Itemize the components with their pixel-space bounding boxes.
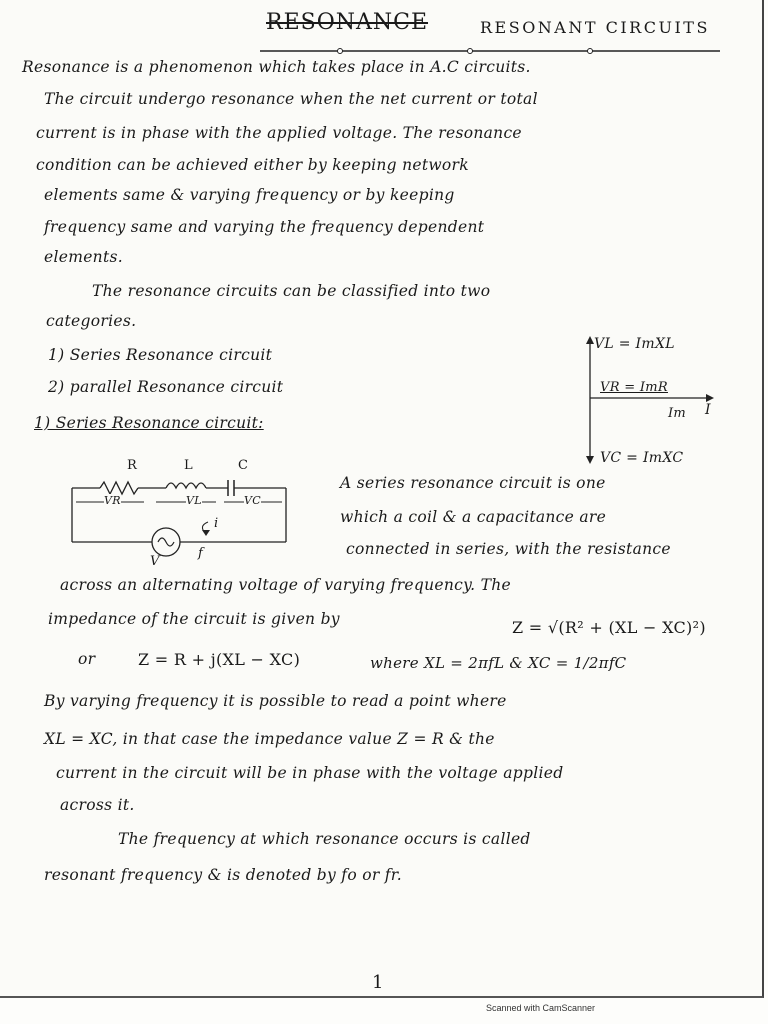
category-parallel: 2) parallel Resonance circuit xyxy=(48,378,284,396)
circuit-label-f: f xyxy=(198,546,204,561)
section-heading: 1) Series Resonance circuit: xyxy=(34,414,264,432)
circuit-label-vc: VC xyxy=(244,494,261,507)
formula-reactances: where XL = 2πfL & XC = 1/2πfC xyxy=(370,654,627,672)
para4-line1: By varying frequency it is possible to read a point where xyxy=(44,692,507,710)
para1-line4: condition can be achieved either by keeping network xyxy=(36,156,469,174)
para2-line2: categories. xyxy=(46,312,137,330)
category-series: 1) Series Resonance circuit xyxy=(48,346,273,364)
para1-line7: elements. xyxy=(44,248,123,266)
formula-or: or xyxy=(78,650,96,668)
phasor-vc: VC = ImXC xyxy=(600,450,684,466)
phasor-im: Im xyxy=(668,406,687,421)
scanner-watermark: Scanned with CamScanner xyxy=(486,1003,596,1013)
phasor-i: I xyxy=(705,402,711,418)
circuit-label-l: L xyxy=(184,458,193,473)
circuit-label-r: R xyxy=(127,458,138,473)
para3-line4: across an alternating voltage of varying frequency. The xyxy=(60,576,511,594)
para1-line6: frequency same and varying the frequency dependent xyxy=(44,218,485,236)
para5-line1: The frequency at which resonance occurs is called xyxy=(118,830,531,848)
para4-line4: across it. xyxy=(60,796,135,814)
circuit-label-v: V xyxy=(150,554,160,569)
para3-line1: A series resonance circuit is one xyxy=(340,474,606,492)
phasor-vr: VR = ImR xyxy=(600,380,668,395)
para3-line2: which a coil & a capacitance are xyxy=(340,508,607,526)
para1-line2: The circuit undergo resonance when the net current or total xyxy=(44,90,538,108)
page-title: RESONANT CIRCUITS xyxy=(480,18,710,37)
page-number: 1 xyxy=(372,972,384,993)
para4-line3: current in the circuit will be in phase with the voltage applied xyxy=(56,764,564,782)
circuit-label-vr: VR xyxy=(104,494,121,507)
para1-line1: Resonance is a phenomenon which takes place in A.C circuits. xyxy=(22,58,531,76)
circuit-label-vl: VL xyxy=(186,494,202,507)
para1-line5: elements same & varying frequency or by keeping xyxy=(44,186,455,204)
para4-line2: XL = XC, in that case the impedance value Z = R & the xyxy=(44,730,495,748)
formula-z-complex: Z = R + j(XL − XC) xyxy=(138,650,301,669)
series-rlc-circuit xyxy=(60,470,300,570)
circuit-label-i: i xyxy=(214,516,219,531)
title-underline xyxy=(260,44,720,58)
circuit-label-c: C xyxy=(238,458,249,473)
para2-line1: The resonance circuits can be classified into two xyxy=(92,282,491,300)
struck-title: RESONANCE xyxy=(266,10,429,35)
para3-line5: impedance of the circuit is given by xyxy=(48,610,340,628)
para3-line3: connected in series, with the resistance xyxy=(346,540,671,558)
para1-line3: current is in phase with the applied voltage. The resonance xyxy=(36,124,522,142)
para5-line2: resonant frequency & is denoted by fo or fr. xyxy=(44,866,403,884)
phasor-vl: VL = ImXL xyxy=(594,336,675,352)
formula-z-magnitude: Z = √(R² + (XL − XC)²) xyxy=(512,618,706,637)
